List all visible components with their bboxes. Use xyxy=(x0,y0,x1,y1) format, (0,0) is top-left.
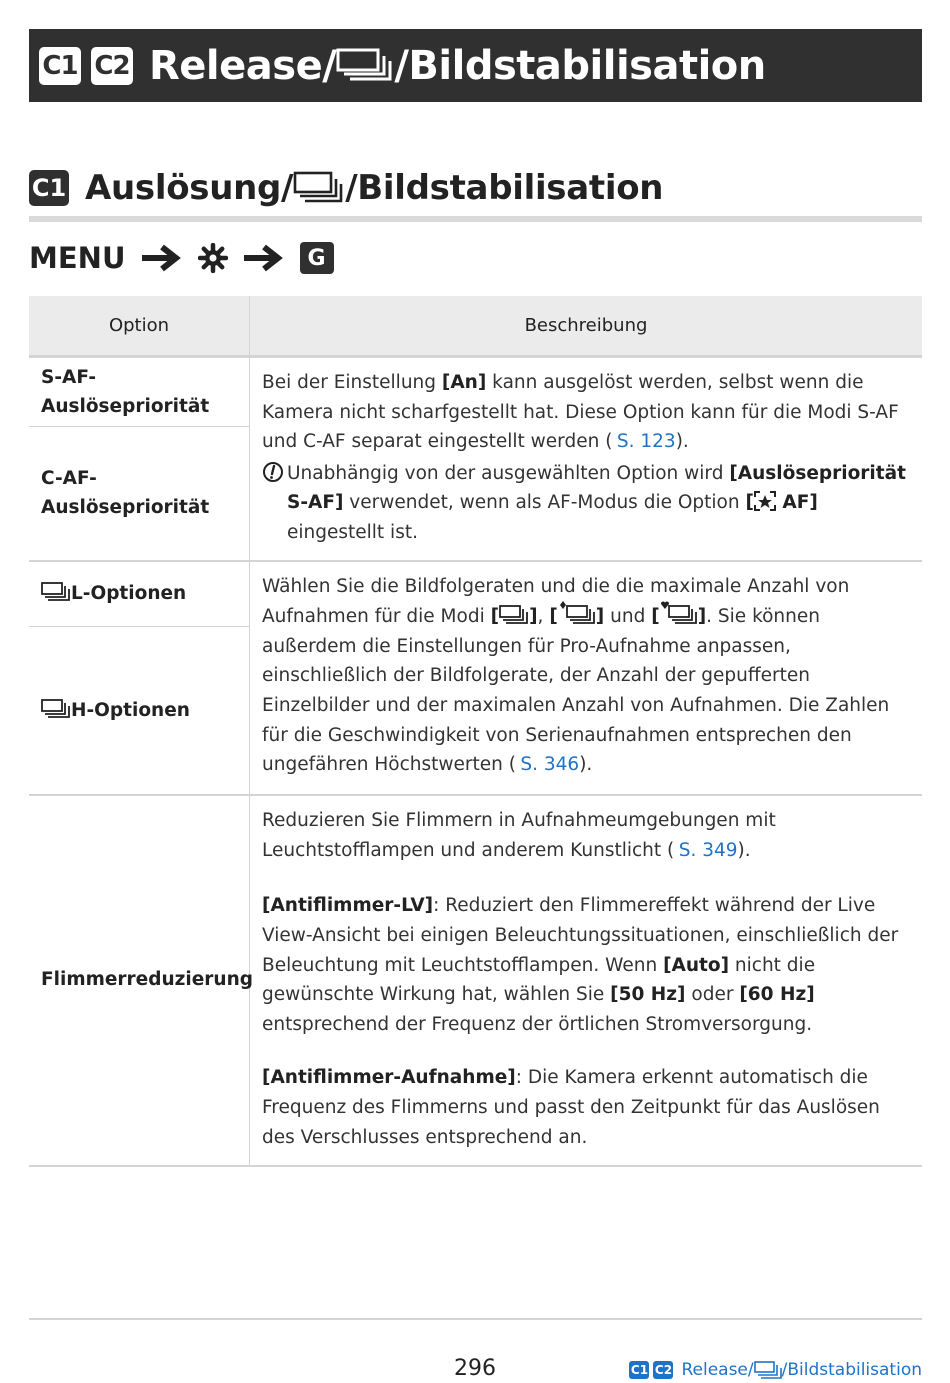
description-cell: Bei der Einstellung [An] kann ausgelöst werden, selbst wenn die Kamera nicht scharfgestellt hat. Diese Option kann für die Modi S-AF und C-AF separat eingestellt werden ( S. 123). Unabhängig von der ausgewählten Option wird [Auslösepriorität S-AF] verwendet, wenn als AF-Modus die Option [ AF] eingestellt ist. xyxy=(250,357,923,561)
option-h-options: H-Optionen xyxy=(29,627,250,795)
table-row xyxy=(29,357,922,427)
sequential-shooting-icon xyxy=(754,1361,782,1379)
sequential-shooting-icon xyxy=(336,48,394,84)
note: Unabhängig von der ausgewählten Option wird [Auslösepriorität S-AF] verwendet, wenn als AF-Modus die Option [ AF] eingestellt ist. xyxy=(262,459,910,548)
options-table xyxy=(29,296,922,1167)
page-number: 296 xyxy=(454,1356,496,1381)
footer-breadcrumb[interactable] xyxy=(629,1360,922,1380)
menu-tab-g-badge: G xyxy=(300,242,334,274)
section-title-pre: Auslösung/ xyxy=(85,168,294,208)
sequential-shooting-icon xyxy=(499,605,529,625)
pro-capture-sequential-icon xyxy=(660,601,698,625)
table-row xyxy=(29,795,922,1166)
sequential-low-icon xyxy=(41,582,71,602)
custom-mode-c1-badge: C1 xyxy=(630,1363,649,1377)
table-row xyxy=(29,561,922,627)
column-header-option: Option xyxy=(29,296,250,357)
description-cell: Reduzieren Sie Flimmern in Aufnahmeumgebungen mit Leuchtstofflampen und anderem Kunstlicht ( S. 349). [Antiflimmer-LV]: Reduziert den Flimmereffekt während der Live View-Ansicht bei einigen Beleuchtungssituationen, einschließlich der Beleuchtung mit Leuchtstofflampen. Wenn [Auto] nicht die gewünschte Wirkung hat, wählen Sie [50 Hz] oder [60 Hz] entsprechend der Frequenz der örtlichen Stromversorgung. [Antiflimmer-Aufnahme]: Die Kamera erkennt automatisch die Frequenz des Flimmerns und passt den Zeitpunkt für das Auslösen des Verschlusses entsprechend an. xyxy=(250,795,923,1166)
page-link[interactable]: S. 123 xyxy=(616,431,676,453)
arrow-right-icon xyxy=(140,243,184,273)
column-header-description: Beschreibung xyxy=(250,296,923,357)
chapter-title-post: /Bildstabilisation xyxy=(394,42,766,89)
custom-mode-c1-badge: C1 xyxy=(29,170,69,206)
footer-divider xyxy=(29,1318,922,1320)
menu-label: MENU xyxy=(29,241,126,275)
caution-icon xyxy=(262,461,284,483)
footer-crumb-pre: Release/ xyxy=(681,1360,754,1380)
chapter-title-pre: Release/ xyxy=(149,42,337,89)
option-l-options: L-Optionen xyxy=(29,561,250,627)
section-title xyxy=(85,168,663,208)
option-c-af-release-priority: C-AF-Auslösepriorität xyxy=(29,427,250,561)
page-link[interactable]: S. 346 xyxy=(520,754,580,776)
chapter-header xyxy=(29,29,922,102)
option-s-af-release-priority: S-AF-Auslösepriorität xyxy=(29,357,250,427)
face-priority-af-icon xyxy=(754,491,776,511)
silent-sequential-icon xyxy=(558,601,596,625)
section-title-post: /Bildstabilisation xyxy=(345,168,664,208)
option-flicker-reduction: Flimmerreduzierung xyxy=(29,795,250,1166)
custom-mode-c1-badge: C1 xyxy=(39,47,81,85)
description-cell: Wählen Sie die Bildfolgeraten und die die maximale Anzahl von Aufnahmen für die Modi [ ], [ ] und [ ]. Sie können außerdem die Einstellungen für Pro-Aufnahme anpassen, einschließlich der Bildfolgerate, der Anzahl der gepufferten Einzelbilder und der maximalen Anzahl von Aufnahmen. Die Zahlen für die Geschwindigkeit von Serienaufnahmen entsprechen den ungefähren Höchstwerten ( S. 346). xyxy=(250,561,923,795)
gear-icon xyxy=(198,243,228,273)
custom-mode-c2-badge: C2 xyxy=(91,47,133,85)
chapter-title xyxy=(149,43,766,89)
sequential-shooting-icon xyxy=(293,171,345,205)
footer-crumb-post: /Bildstabilisation xyxy=(781,1360,922,1380)
table-header-row xyxy=(29,296,922,357)
menu-path xyxy=(29,238,334,278)
custom-mode-c2-badge: C2 xyxy=(654,1363,673,1377)
arrow-right-icon xyxy=(242,243,286,273)
section-heading xyxy=(29,160,922,222)
sequential-high-icon xyxy=(41,699,71,719)
page-link[interactable]: S. 349 xyxy=(678,839,738,861)
